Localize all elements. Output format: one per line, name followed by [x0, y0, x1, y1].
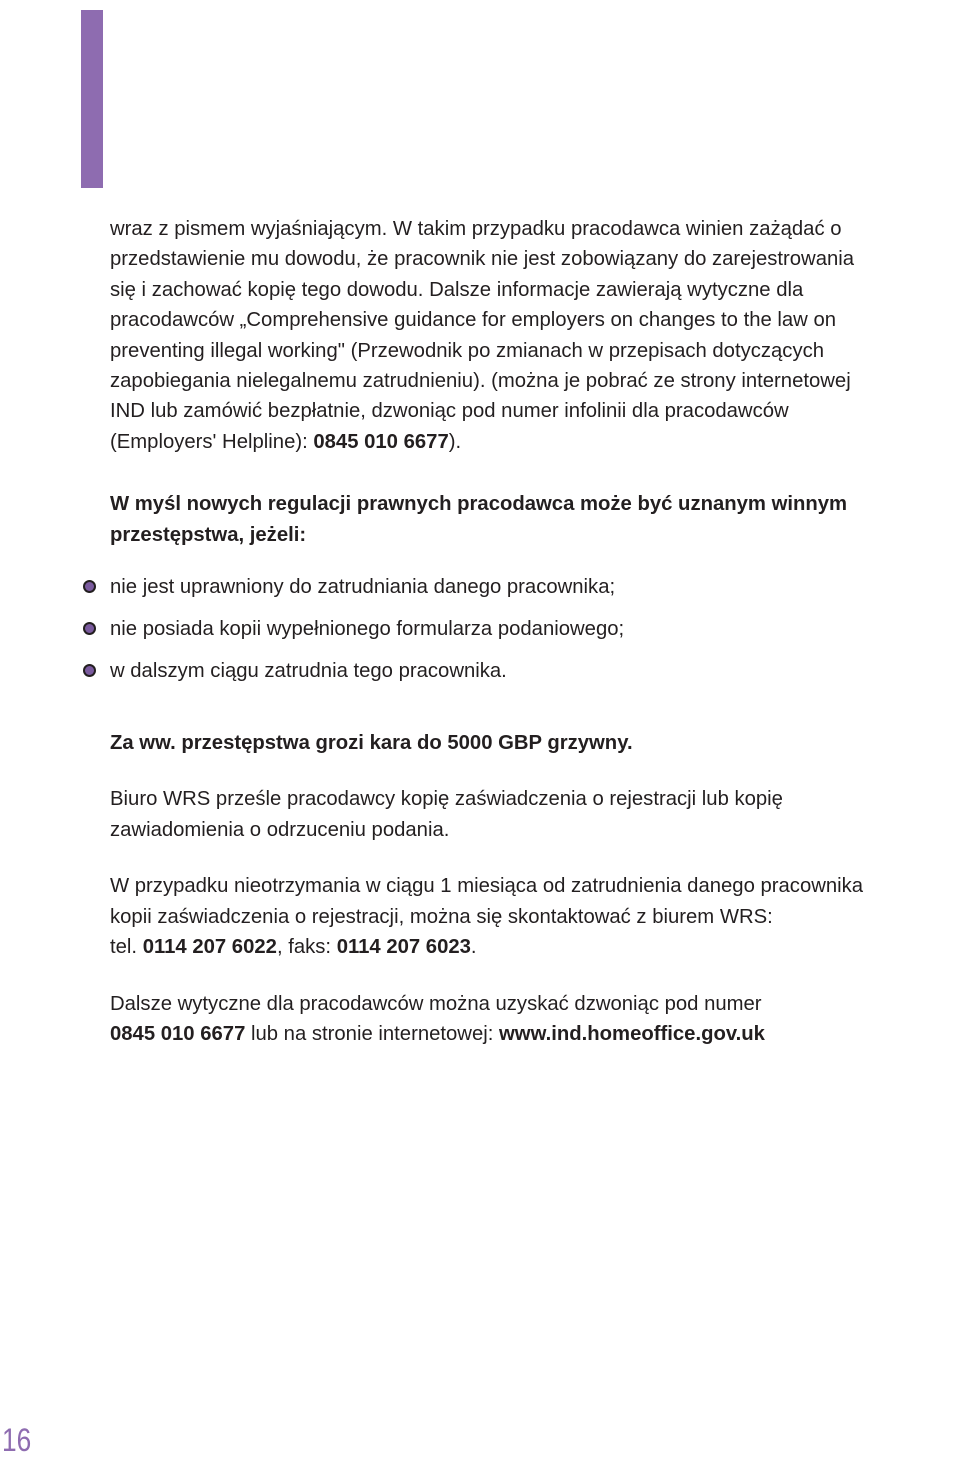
wrs-notice-line: Biuro WRS prześle pracodawcy kopię zaświadczenia o rejestracji lub kopię	[110, 788, 783, 811]
fax-label: , faks:	[276, 936, 337, 959]
page-number: 16	[2, 1422, 32, 1458]
website-link[interactable]: www.ind.homeoffice.gov.uk	[499, 1022, 765, 1045]
contact-end: .	[470, 936, 477, 959]
website-label: lub na stronie internetowej:	[245, 1022, 500, 1045]
wrs-notice-paragraph	[110, 784, 958, 845]
helpline-label: (Employers' Helpline):	[110, 430, 314, 453]
intro-line: zapobiegania nielegalnemu zatrudnieniu). (można je pobrać ze strony internetowej	[110, 370, 851, 393]
helpline-number: 0845 010 6677	[313, 430, 449, 453]
accent-bar	[81, 10, 103, 188]
contact-phone-line	[110, 932, 958, 962]
intro-line: się i zachować kopię tego dowodu. Dalsze informacje zawierają wytyczne dla	[110, 278, 804, 301]
offence-conditions-list	[110, 572, 958, 698]
list-item	[110, 656, 958, 698]
intro-line: preventing illegal working" (Przewodnik po zmianach w przepisach dotyczących	[110, 339, 825, 362]
bullet-dot-icon	[83, 664, 96, 677]
offence-heading-line: W myśl nowych regulacji prawnych pracodawca może być uznanym winnym	[110, 493, 848, 516]
further-line: Dalsze wytyczne dla pracodawców można uzyskać dzwoniąc pod numer	[110, 992, 762, 1015]
intro-line: przedstawienie mu dowodu, że pracownik nie jest zobowiązany do zarejestrowania	[110, 248, 855, 271]
intro-line: pracodawców „Comprehensive guidance for employers on changes to the law on	[110, 309, 837, 332]
bullet-dot-icon	[83, 622, 96, 635]
intro-line-last	[110, 427, 958, 457]
list-item-text: nie jest uprawniony do zatrudniania danego pracownika;	[110, 576, 616, 599]
tel-number: 0114 207 6022	[142, 936, 277, 959]
contact-line: W przypadku nieotrzymania w ciągu 1 miesiąca od zatrudnienia danego pracownika	[110, 875, 864, 898]
intro-paragraph	[110, 214, 958, 457]
penalty-statement: Za ww. przestępstwa grozi kara do 5000 GBP grzywny.	[110, 732, 633, 755]
list-item	[110, 572, 958, 614]
contact-paragraph	[110, 871, 958, 962]
further-line	[110, 1019, 958, 1049]
intro-line: IND lub zamówić bezpłatnie, dzwoniąc pod numer infolinii dla pracodawców	[110, 400, 789, 423]
offence-heading-line: przestępstwa, jeżeli:	[110, 523, 307, 546]
fax-number: 0114 207 6023	[336, 936, 471, 959]
page-content	[110, 214, 958, 1049]
tel-label: tel.	[110, 936, 143, 959]
list-item-text: nie posiada kopii wypełnionego formularza podaniowego;	[110, 618, 625, 641]
wrs-notice-line: zawiadomienia o odrzuceniu podania.	[110, 818, 450, 841]
further-guidance-paragraph	[110, 989, 958, 1050]
guidance-number: 0845 010 6677	[110, 1022, 246, 1045]
intro-line: wraz z pismem wyjaśniającym. W takim przypadku pracodawca winien zażądać o	[110, 218, 842, 240]
list-item	[110, 614, 958, 656]
bullet-dot-icon	[83, 580, 96, 593]
list-item-text: w dalszym ciągu zatrudnia tego pracownika.	[110, 660, 507, 683]
helpline-suffix: ).	[448, 430, 462, 453]
contact-line: kopii zaświadczenia o rejestracji, można się skontaktować z biurem WRS:	[110, 905, 773, 928]
offence-heading	[110, 489, 958, 550]
